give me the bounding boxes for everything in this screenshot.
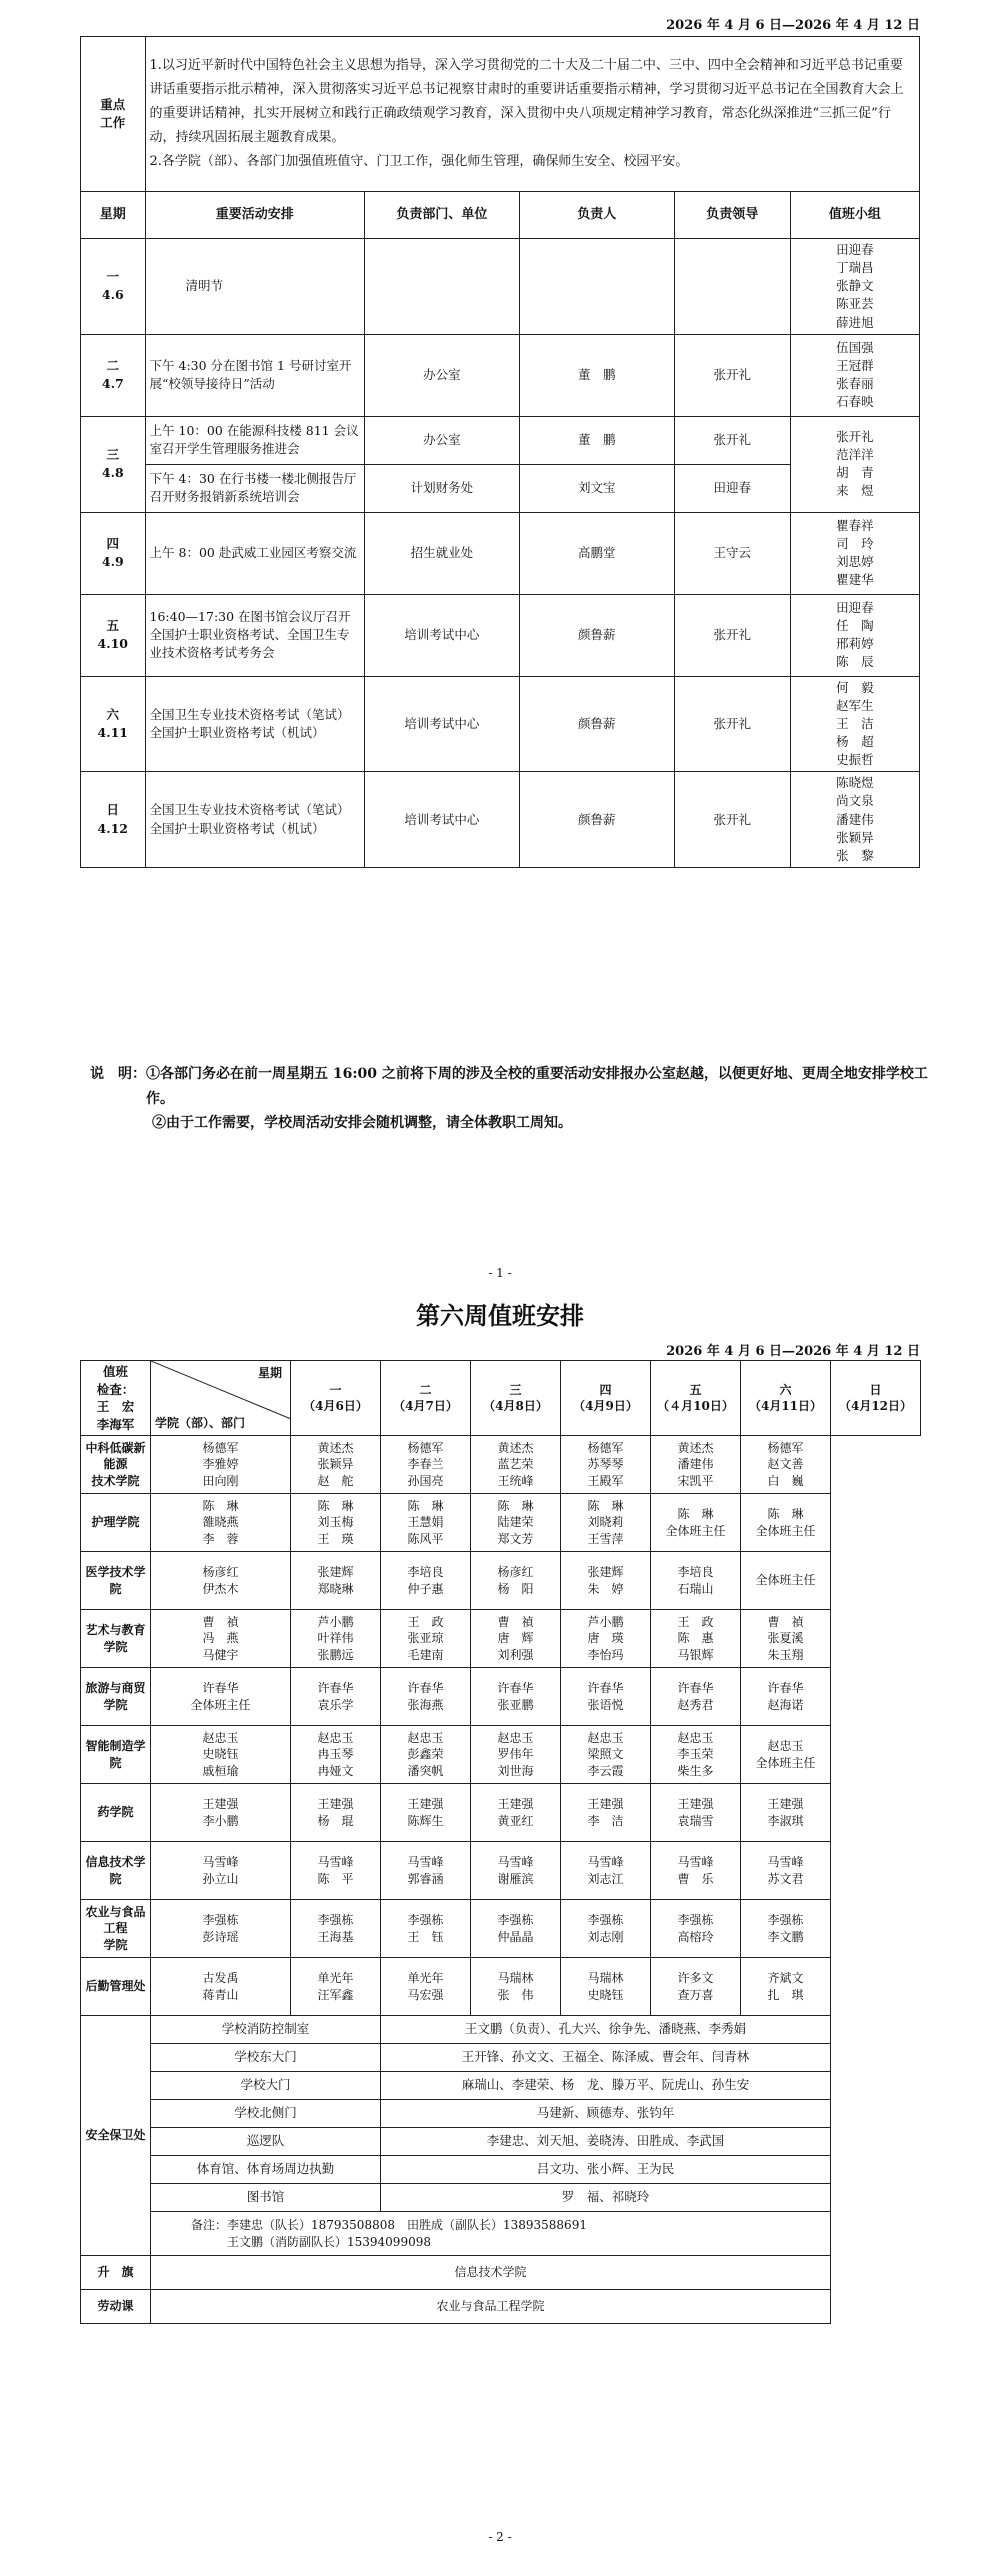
activity-person: 董 鹏: [519, 334, 674, 416]
unit-name: 后勤管理处: [81, 1958, 151, 2016]
security-staff: 吕文功、张小辉、王为民: [381, 2156, 831, 2184]
unit-name: 护理学院: [81, 1494, 151, 1552]
activity-leader: 张开礼: [674, 594, 790, 676]
table-header-row: [81, 192, 920, 239]
duty-staff-cell: 黄述杰 潘建伟 宋凯平: [651, 1436, 741, 1494]
day-cell: 六 4.11: [81, 676, 146, 772]
focus-label: 重点 工作: [81, 37, 146, 192]
duty-staff-cell: 李强栋 彭诗瑶: [151, 1900, 291, 1958]
duty-staff-cell: 李强栋 王海基: [291, 1900, 381, 1958]
security-post-row: [81, 2016, 921, 2044]
day-row: [81, 334, 920, 416]
day-cell: 五 4.10: [81, 594, 146, 676]
activity-text: 上午 10：00 在能源科技楼 811 会议室召开学生管理服务推进会: [145, 416, 364, 464]
flag-raising-unit: 信息技术学院: [151, 2256, 831, 2290]
page1-date-range: 2026 年 4 月 6 日—2026 年 4 月 12 日: [666, 18, 920, 33]
day-row: [81, 676, 920, 772]
corner-header: [151, 1361, 291, 1436]
duty-staff-cell: 王建强 李小鹏: [151, 1784, 291, 1842]
security-remark-row: [81, 2212, 921, 2256]
security-remark: 备注：李建忠（队长）18793508808 田胜成（副队长）13893588691 王文鹏（消防副队长）15394099098: [151, 2212, 831, 2256]
focus-item: 1.以习近平新时代中国特色社会主义思想为指导，深入学习贯彻党的二十大及二十届二中、三中、四中全会精神和习近平总书记重要讲话重要指示批示精神，深入贯彻落实习近平总书记视察甘肃时的重要讲话重要指示精神，学习贯彻习近平总书记在全国教育大会上的重要讲话精神，扎实开展树立和践行正确政绩观学习教育，深入贯彻中央八项规定精神学习教育，常态化纵深推进“三抓三促”行动，持续巩固拓展主题教育成果。: [149, 57, 904, 146]
duty-staff-cell: 马雪峰 刘志江: [561, 1842, 651, 1900]
unit-row: [81, 1668, 921, 1726]
duty-staff-cell: 赵忠玉 李玉荣 柴生多: [651, 1726, 741, 1784]
day-row: [81, 239, 920, 335]
corner-header-weekday: 星期: [257, 1366, 282, 1380]
activity-person: 颜鲁薪: [519, 676, 674, 772]
duty-staff-cell: 马雪峰 曹 乐: [651, 1842, 741, 1900]
duty-staff-cell: 许春华 袁乐学: [291, 1668, 381, 1726]
labor-class-row: [81, 2290, 921, 2324]
duty-staff-cell: 杨德军 李雅婷 田向刚: [151, 1436, 291, 1494]
unit-row: [81, 1958, 921, 2016]
duty-staff-cell: 许春华 全体班主任: [151, 1668, 291, 1726]
duty-staff-cell: 许春华 张海燕: [381, 1668, 471, 1726]
duty-staff-cell: 杨德军 苏琴琴 王殿军: [561, 1436, 651, 1494]
activity-text: 全国卫生专业技术资格考试（笔试）全国护士职业资格考试（机试）: [145, 772, 364, 868]
duty-staff-cell: 齐斌文 扎 琪: [741, 1958, 831, 2016]
duty-staff-cell: 杨德军 赵文善 白 巍: [741, 1436, 831, 1494]
duty-staff-cell: 陈 琳 全体班主任: [741, 1494, 831, 1552]
duty-staff-cell: 许春华 赵海诺: [741, 1668, 831, 1726]
duty-staff-cell: 单光年 汪军鑫: [291, 1958, 381, 2016]
corner-header-unit: 学院（部）、部门: [155, 1415, 246, 1430]
activity-leader: 王守云: [674, 512, 790, 594]
unit-name: 农业与食品工程 学院: [81, 1900, 151, 1958]
duty-staff-cell: 赵忠玉 冉玉琴 冉娅文: [291, 1726, 381, 1784]
duty-staff-cell: 曹 禎 冯 燕 马健宇: [151, 1610, 291, 1668]
duty-staff-cell: 张建辉 朱 婷: [561, 1552, 651, 1610]
duty-staff-cell: 李强栋 高榕玲: [651, 1900, 741, 1958]
duty-staff-cell: 赵忠玉 梁照文 李云霞: [561, 1726, 651, 1784]
activity-dept: 培训考试中心: [364, 676, 519, 772]
duty-staff-cell: 曹 禎 张夏溪 朱玉翔: [741, 1610, 831, 1668]
activity-person: 颜鲁薪: [519, 772, 674, 868]
duty-staff-cell: 杨彦红 杨 阳: [471, 1552, 561, 1610]
duty-staff-cell: 赵忠玉 史晓钰 戚桓瑜: [151, 1726, 291, 1784]
page-title: 第六周值班安排: [416, 1301, 584, 1330]
duty-staff-cell: 古发禹 蒋青山: [151, 1958, 291, 2016]
activity-text: 全国卫生专业技术资格考试（笔试）全国护士职业资格考试（机试）: [145, 676, 364, 772]
flag-raising-row: [81, 2256, 921, 2290]
duty-group: 田迎春 任 陶 邢莉婷 陈 辰: [790, 594, 919, 676]
note-item: ②由于工作需要，学校周活动安排会随机调整，请全体教职工周知。: [152, 1115, 572, 1131]
activity-person: 高鹏堂: [519, 512, 674, 594]
duty-group: 陈晓煜 尚文泉 潘建伟 张颖异 张 黎: [790, 772, 919, 868]
security-post: 学校北侧门: [151, 2100, 381, 2128]
duty-staff-cell: 芦小鹏 叶祥伟 张鹏远: [291, 1610, 381, 1668]
duty-staff-cell: 许春华 张亚鹏: [471, 1668, 561, 1726]
duty-staff-cell: 马雪峰 孙立山: [151, 1842, 291, 1900]
duty-staff-cell: 王建强 陈辉生: [381, 1784, 471, 1842]
security-post: 图书馆: [151, 2184, 381, 2212]
duty-staff-cell: 王 政 陈 惠 马银辉: [651, 1610, 741, 1668]
day-row: [81, 512, 920, 594]
duty-staff-cell: 王建强 袁瑞雪: [651, 1784, 741, 1842]
unit-name: 中科低碳新能源 技术学院: [81, 1436, 151, 1494]
unit-name: 旅游与商贸学院: [81, 1668, 151, 1726]
duty-group: 张开礼 范洋洋 胡 青 来 煜: [790, 416, 919, 512]
duty-staff-cell: 许春华 赵秀君: [651, 1668, 741, 1726]
labor-class-unit: 农业与食品工程学院: [151, 2290, 831, 2324]
duty-staff-cell: 陈 琳 王慧娟 陈风平: [381, 1494, 471, 1552]
duty-inspector-label: 值班 检查： 王 宏 李海军: [81, 1361, 151, 1436]
page2-date-range: 2026 年 4 月 6 日—2026 年 4 月 12 日: [666, 1344, 920, 1359]
activity-dept: 培训考试中心: [364, 772, 519, 868]
security-staff: 罗 福、祁晓玲: [381, 2184, 831, 2212]
duty-staff-cell: 曹 禎 唐 辉 刘利强: [471, 1610, 561, 1668]
duty-staff-cell: 杨德军 李春兰 孙国亮: [381, 1436, 471, 1494]
duty-staff-cell: 杨彦红 伊杰木: [151, 1552, 291, 1610]
activity-person: 刘文宝: [519, 464, 674, 512]
day-header: 四 （4月9日）: [561, 1361, 651, 1436]
security-post-row: [81, 2128, 921, 2156]
labor-class-label: 劳动课: [81, 2290, 151, 2324]
duty-staff-cell: 赵忠玉 全体班主任: [741, 1726, 831, 1784]
duty-staff-cell: 王建强 李淑琪: [741, 1784, 831, 1842]
activity-text: 下午 4：30 在行书楼一楼北侧报告厅召开财务报销新系统培训会: [145, 464, 364, 512]
notes-block: [90, 1062, 930, 1136]
duty-staff-cell: 赵忠玉 彭鑫荣 潘突帆: [381, 1726, 471, 1784]
unit-row: [81, 1610, 921, 1668]
security-post-row: [81, 2156, 921, 2184]
unit-name: 智能制造学院: [81, 1726, 151, 1784]
duty-staff-cell: 马雪峰 苏文君: [741, 1842, 831, 1900]
flag-raising-label: 升 旗: [81, 2256, 151, 2290]
duty-group: 何 毅 赵军生 王 洁 杨 超 史振哲: [790, 676, 919, 772]
security-post: 学校东大门: [151, 2044, 381, 2072]
duty-staff-cell: 马雪峰 郭睿涵: [381, 1842, 471, 1900]
activity-dept: 办公室: [364, 334, 519, 416]
day-row: [81, 416, 920, 464]
day-row: [81, 772, 920, 868]
security-post-row: [81, 2100, 921, 2128]
security-post: 巡逻队: [151, 2128, 381, 2156]
duty-staff-cell: 李强栋 李文鹏: [741, 1900, 831, 1958]
security-post: 学校大门: [151, 2072, 381, 2100]
duty-staff-cell: 李强栋 王 钰: [381, 1900, 471, 1958]
unit-row: [81, 1842, 921, 1900]
duty-staff-cell: 黄述杰 张颖异 赵 舵: [291, 1436, 381, 1494]
unit-row: [81, 1436, 921, 1494]
day-cell: 三 4.8: [81, 416, 146, 512]
unit-name: 药学院: [81, 1784, 151, 1842]
activity-text: 清明节: [145, 239, 364, 335]
activity-dept: 办公室: [364, 416, 519, 464]
activity-text: 上午 8：00 赴武威工业园区考察交流: [145, 512, 364, 594]
weekly-activity-table: [80, 36, 920, 868]
activity-dept: 计划财务处: [364, 464, 519, 512]
page-number: - 1 -: [488, 1266, 512, 1280]
security-post: 体育馆、体育场周边执勤: [151, 2156, 381, 2184]
duty-staff-cell: 许多文 查万喜: [651, 1958, 741, 2016]
duty-staff-cell: 黄述杰 蓝艺荣 王统峰: [471, 1436, 561, 1494]
page-number: - 2 -: [488, 2530, 512, 2544]
security-staff: 王开锋、孙文文、王福全、陈泽威、曹会年、闫青林: [381, 2044, 831, 2072]
unit-row: [81, 1552, 921, 1610]
activity-dept: [364, 239, 519, 335]
duty-staff-cell: 陈 琳 全体班主任: [651, 1494, 741, 1552]
day-header: 二 （4月7日）: [381, 1361, 471, 1436]
activity-leader: 张开礼: [674, 772, 790, 868]
duty-staff-cell: 陈 琳 雒晓燕 李 蓉: [151, 1494, 291, 1552]
security-post-row: [81, 2044, 921, 2072]
duty-staff-cell: 李强栋 刘志刚: [561, 1900, 651, 1958]
unit-row: [81, 1494, 921, 1552]
activity-text: 下午 4:30 分在图书馆 1 号研讨室开展“校领导接待日”活动: [145, 334, 364, 416]
col-header: 值班小组: [790, 192, 919, 239]
activity-leader: 张开礼: [674, 676, 790, 772]
duty-staff-cell: 李强栋 仲晶晶: [471, 1900, 561, 1958]
duty-staff-cell: 陈 琳 刘晓莉 王雪萍: [561, 1494, 651, 1552]
schedule-header-row: [81, 1361, 921, 1436]
security-unit-name: 安全保卫处: [81, 2016, 151, 2256]
activity-leader: 张开礼: [674, 334, 790, 416]
unit-row: [81, 1784, 921, 1842]
duty-schedule-table: [80, 1360, 921, 2324]
day-row: [81, 594, 920, 676]
activity-leader: 张开礼: [674, 416, 790, 464]
security-staff: 麻瑞山、李建荣、杨 龙、滕万平、阮虎山、孙生安: [381, 2072, 831, 2100]
duty-staff-cell: 马瑞林 史晓钰: [561, 1958, 651, 2016]
duty-staff-cell: 全体班主任: [741, 1552, 831, 1610]
unit-name: 信息技术学院: [81, 1842, 151, 1900]
activity-leader: [674, 239, 790, 335]
security-staff: 李建忠、刘天旭、姜晓涛、田胜成、李武国: [381, 2128, 831, 2156]
activity-person: 颜鲁薪: [519, 594, 674, 676]
duty-staff-cell: 王建强 李 洁: [561, 1784, 651, 1842]
col-header: 负责领导: [674, 192, 790, 239]
duty-staff-cell: 马雪峰 陈 平: [291, 1842, 381, 1900]
day-header: 五 （４月10日）: [651, 1361, 741, 1436]
unit-row: [81, 1726, 921, 1784]
activity-person: 董 鹏: [519, 416, 674, 464]
day-header: 三 （4月8日）: [471, 1361, 561, 1436]
unit-row: [81, 1900, 921, 1958]
duty-staff-cell: 马瑞林 张 伟: [471, 1958, 561, 2016]
security-post-row: [81, 2072, 921, 2100]
notes-label: 说 明：: [90, 1066, 146, 1082]
duty-staff-cell: 陈 琳 陆建荣 郑文芳: [471, 1494, 561, 1552]
activity-dept: 培训考试中心: [364, 594, 519, 676]
duty-staff-cell: 王建强 杨 琨: [291, 1784, 381, 1842]
security-post: 学校消防控制室: [151, 2016, 381, 2044]
activity-dept: 招生就业处: [364, 512, 519, 594]
duty-staff-cell: 李培良 仲子惠: [381, 1552, 471, 1610]
unit-name: 医学技术学院: [81, 1552, 151, 1610]
duty-staff-cell: 芦小鹏 唐 瑛 李怡玛: [561, 1610, 651, 1668]
col-header: 负责人: [519, 192, 674, 239]
duty-staff-cell: 单光年 马宏强: [381, 1958, 471, 2016]
focus-item: 2.各学院（部）、各部门加强值班值守、门卫工作，强化师生管理，确保师生安全、校园平安。: [149, 154, 689, 170]
day-cell: 一 4.6: [81, 239, 146, 335]
activity-text: 16:40—17:30 在图书馆会议厅召开全国护士职业资格考试、全国卫生专业技术资格考试考务会: [145, 594, 364, 676]
day-header: 日 （4月12日）: [831, 1361, 921, 1436]
day-cell: 日 4.12: [81, 772, 146, 868]
duty-staff-cell: 马雪峰 谢雁滨: [471, 1842, 561, 1900]
day-header: 一 （4月6日）: [291, 1361, 381, 1436]
day-cell: 二 4.7: [81, 334, 146, 416]
note-item: ①各部门务必在前一周星期五 16:00 之前将下周的涉及全校的重要活动安排报办公室赵越，以便更好地、更周全地安排学校工作。: [146, 1066, 928, 1107]
col-header: 星期: [81, 192, 146, 239]
unit-name: 艺术与教育学院: [81, 1610, 151, 1668]
duty-staff-cell: 王 政 张亚琼 毛建南: [381, 1610, 471, 1668]
day-cell: 四 4.9: [81, 512, 146, 594]
duty-staff-cell: 赵忠玉 罗伟年 刘世海: [471, 1726, 561, 1784]
duty-group: 伍国强 王冠群 张春丽 石春映: [790, 334, 919, 416]
duty-group: 田迎春 丁瑞昌 张静文 陈亚芸 薛进旭: [790, 239, 919, 335]
duty-staff-cell: 许春华 张语悦: [561, 1668, 651, 1726]
activity-leader: 田迎春: [674, 464, 790, 512]
duty-staff-cell: 王建强 黄亚红: [471, 1784, 561, 1842]
duty-group: 瞿春祥 司 玲 刘思婷 瞿建华: [790, 512, 919, 594]
activity-person: [519, 239, 674, 335]
security-staff: 马建新、顾德寿、张钧年: [381, 2100, 831, 2128]
col-header: 负责部门、单位: [364, 192, 519, 239]
duty-staff-cell: 陈 琳 刘玉梅 王 瑛: [291, 1494, 381, 1552]
duty-staff-cell: 李培良 石瑞山: [651, 1552, 741, 1610]
security-post-row: [81, 2184, 921, 2212]
focus-content: [145, 37, 919, 192]
duty-staff-cell: 张建辉 郑晓琳: [291, 1552, 381, 1610]
day-header: 六 （4月11日）: [741, 1361, 831, 1436]
security-staff: 王文鹏（负责）、孔大兴、徐争先、潘晓燕、李秀娟: [381, 2016, 831, 2044]
col-header: 重要活动安排: [145, 192, 364, 239]
